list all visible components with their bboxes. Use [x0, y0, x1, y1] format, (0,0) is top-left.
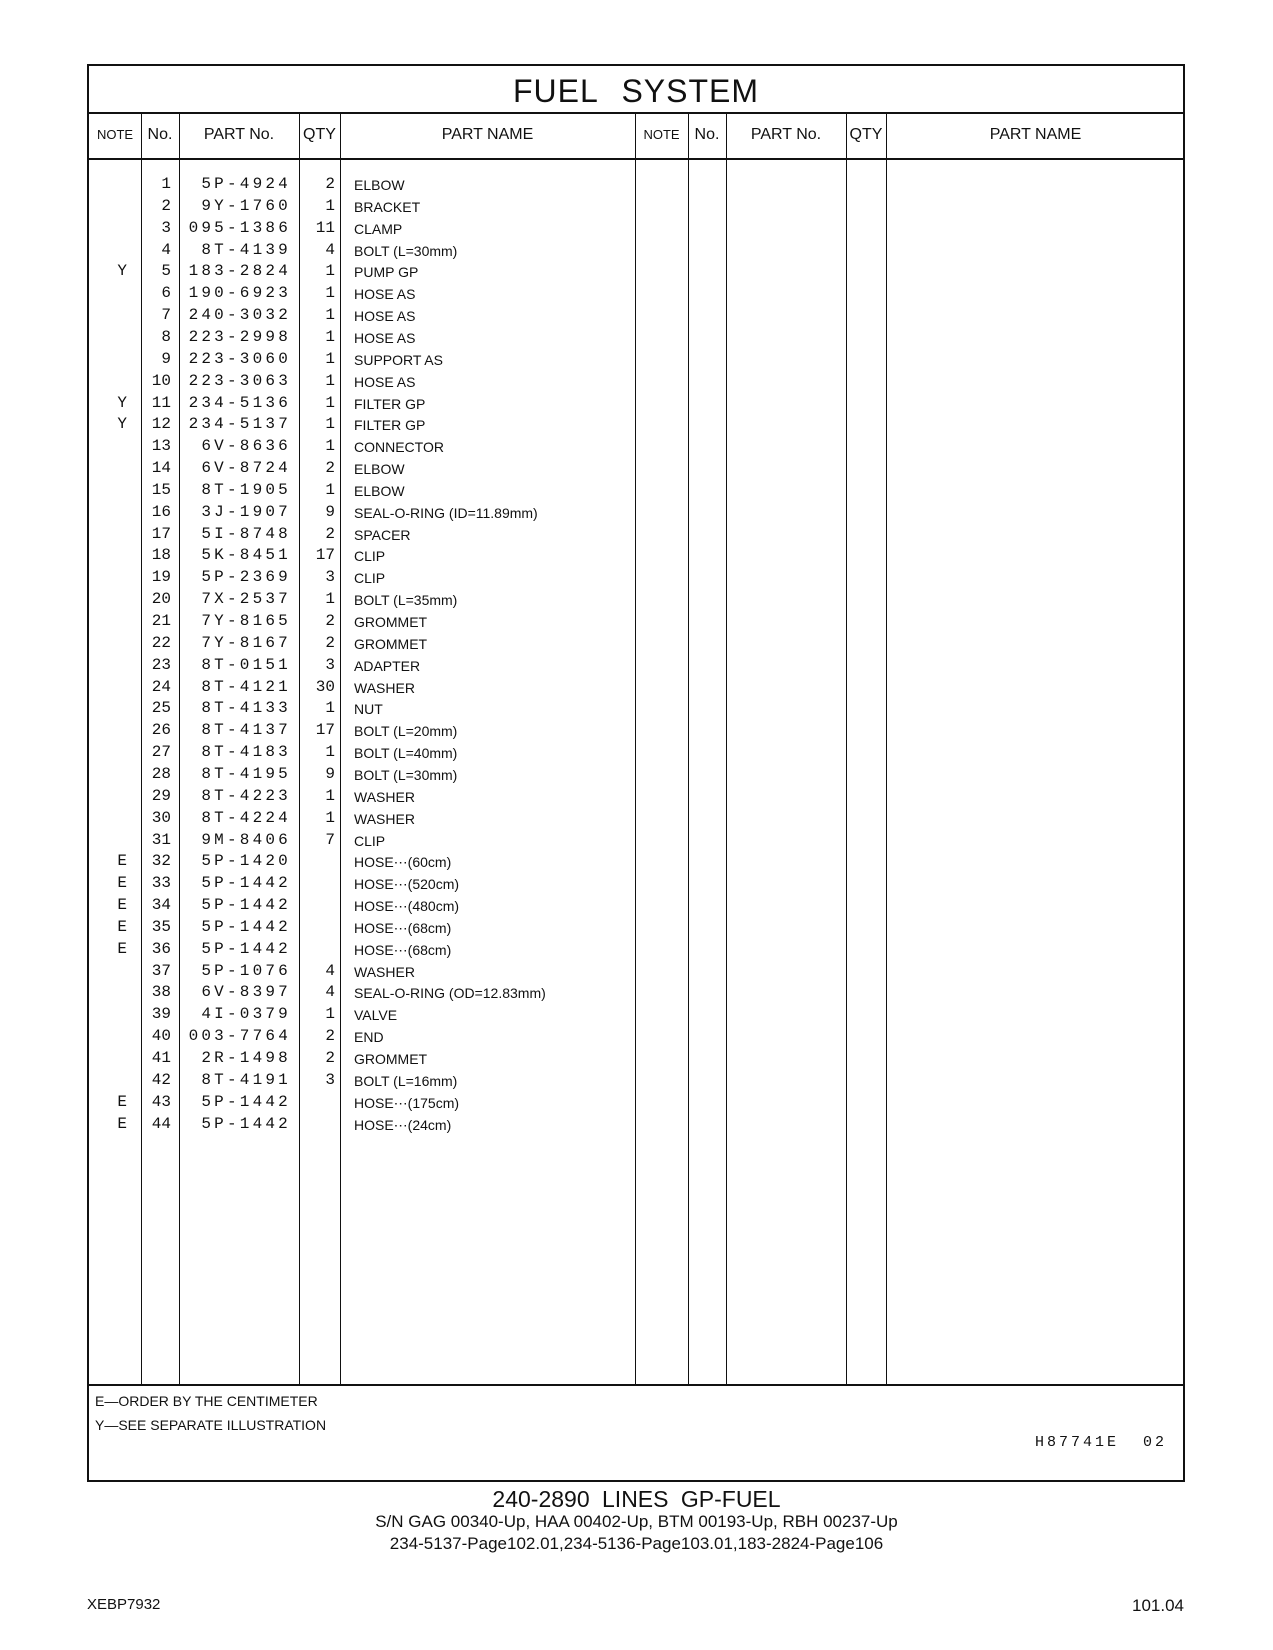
- row-number: 39: [151, 1005, 171, 1024]
- row-part-name: HOSE⋯(60cm): [354, 854, 452, 871]
- row-part-number: 6V-8636: [201, 437, 291, 456]
- row-quantity: 2: [325, 633, 335, 652]
- row-part-number: 5I-8748: [201, 524, 291, 543]
- table-row: [89, 437, 1187, 460]
- group-title: 240-2890 LINES GP-FUEL: [492, 1486, 781, 1512]
- row-part-name: NUT: [354, 701, 383, 718]
- row-part-name: BOLT (L=20mm): [354, 723, 458, 740]
- row-number: 30: [151, 808, 171, 827]
- row-quantity: 1: [325, 284, 335, 303]
- row-part-number: 5P-4924: [201, 175, 291, 193]
- row-quantity: 2: [325, 1049, 335, 1067]
- row-note: Y: [117, 262, 127, 281]
- row-part-number: 240-3032: [188, 306, 291, 325]
- table-row: [89, 1093, 1187, 1116]
- header-part-name: PART NAME: [441, 126, 534, 143]
- table-row: [89, 809, 1187, 832]
- row-note: E: [117, 917, 127, 936]
- row-part-name: VALVE: [354, 1007, 398, 1024]
- row-number: 2: [161, 196, 171, 215]
- row-quantity: 1: [325, 1005, 335, 1024]
- row-part-number: 095-1386: [188, 218, 291, 237]
- table-row: [89, 765, 1187, 788]
- row-part-name: CLIP: [354, 832, 386, 849]
- row-number: 23: [151, 655, 171, 674]
- table-row: [89, 590, 1187, 613]
- row-number: 26: [151, 721, 171, 740]
- row-part-number: 8T-4195: [201, 764, 291, 783]
- row-number: 10: [151, 371, 171, 390]
- row-part-name: HOSE⋯(68cm): [354, 941, 452, 958]
- row-part-name: SPACER: [354, 526, 411, 543]
- row-part-number: 4I-0379: [201, 1005, 291, 1024]
- row-part-number: 9M-8406: [201, 830, 291, 849]
- row-part-number: 234-5136: [188, 393, 291, 412]
- table-row: [89, 612, 1187, 635]
- row-quantity: 1: [325, 196, 335, 215]
- row-part-name: PUMP GP: [354, 264, 419, 281]
- table-row: [89, 328, 1187, 351]
- row-number: 22: [151, 633, 171, 652]
- row-part-name: WASHER: [354, 810, 415, 827]
- row-part-name: ELBOW: [354, 461, 405, 478]
- header-no-right: No.: [694, 126, 720, 143]
- row-number: 33: [151, 874, 171, 893]
- table-row: [89, 415, 1187, 438]
- row-quantity: 2: [325, 1027, 335, 1046]
- row-quantity: 17: [315, 546, 335, 565]
- row-quantity: 1: [325, 786, 335, 805]
- row-number: 25: [151, 699, 171, 718]
- row-quantity: 9: [325, 502, 335, 521]
- page-references: 234-5137-Page102.01,234-5136-Page103.01,183-2824-Page106: [389, 1534, 884, 1553]
- row-part-name: GROMMET: [354, 1051, 428, 1067]
- row-note: Y: [117, 415, 127, 434]
- row-number: 5: [161, 262, 171, 281]
- row-quantity: 1: [325, 415, 335, 434]
- table-row: [89, 874, 1187, 897]
- row-number: 9: [161, 349, 171, 368]
- table-row: [89, 1115, 1187, 1138]
- row-quantity: 2: [325, 175, 335, 193]
- table-row: [89, 1027, 1187, 1050]
- row-part-name: HOSE⋯(480cm): [354, 898, 460, 915]
- row-number: 8: [161, 327, 171, 346]
- row-part-name: HOSE AS: [354, 329, 416, 346]
- row-part-number: 2R-1498: [201, 1049, 291, 1067]
- table-row: [89, 699, 1187, 722]
- row-number: 15: [151, 480, 171, 499]
- row-part-number: 8T-4121: [201, 677, 291, 696]
- row-number: 16: [151, 502, 171, 521]
- table-row: [89, 1071, 1187, 1094]
- row-part-number: 8T-4137: [201, 721, 291, 740]
- row-quantity: 3: [325, 568, 335, 587]
- row-part-name: WASHER: [354, 788, 415, 805]
- row-quantity: 1: [325, 306, 335, 325]
- table-row: [89, 983, 1187, 1006]
- row-part-number: 6V-8724: [201, 459, 291, 478]
- table-row: [89, 503, 1187, 526]
- table-row: [89, 831, 1187, 854]
- row-quantity: 4: [325, 983, 335, 1002]
- header-note-right: NOTE: [643, 127, 680, 142]
- row-part-number: 5P-1420: [201, 852, 291, 871]
- header-part-no-right: PART No.: [750, 126, 822, 143]
- row-quantity: 1: [325, 437, 335, 456]
- row-part-number: 8T-4191: [201, 1070, 291, 1089]
- row-number: 38: [151, 983, 171, 1002]
- row-part-name: CLIP: [354, 548, 386, 565]
- row-part-number: 5P-1442: [201, 874, 291, 893]
- table-row: [89, 962, 1187, 985]
- row-note: E: [117, 852, 127, 871]
- row-quantity: 1: [325, 480, 335, 499]
- row-part-number: 5P-1076: [201, 961, 291, 980]
- table-row: [89, 568, 1187, 591]
- row-part-number: 9Y-1760: [201, 196, 291, 215]
- row-quantity: 1: [325, 327, 335, 346]
- table-row: [89, 372, 1187, 395]
- row-part-name: HOSE⋯(24cm): [354, 1116, 452, 1133]
- row-quantity: 1: [325, 699, 335, 718]
- row-quantity: 1: [325, 349, 335, 368]
- row-part-number: 3J-1907: [201, 502, 291, 521]
- row-part-number: 234-5137: [188, 415, 291, 434]
- row-quantity: 2: [325, 459, 335, 478]
- row-number: 14: [151, 459, 171, 478]
- row-number: 36: [151, 939, 171, 958]
- row-part-name: GROMMET: [354, 635, 428, 652]
- table-row: [89, 634, 1187, 657]
- row-part-name: END: [354, 1029, 384, 1046]
- row-part-number: 8T-1905: [201, 480, 291, 499]
- row-number: 13: [151, 437, 171, 456]
- table-row: [89, 546, 1187, 569]
- row-number: 41: [151, 1049, 171, 1067]
- drawing-number: H87741E: [1034, 1434, 1119, 1451]
- row-note: E: [117, 1114, 127, 1133]
- row-part-name: BOLT (L=40mm): [354, 745, 458, 762]
- row-number: 42: [151, 1070, 171, 1089]
- legend-y: Y—SEE SEPARATE ILLUSTRATION: [95, 1417, 327, 1433]
- row-number: 32: [151, 852, 171, 871]
- row-number: 17: [151, 524, 171, 543]
- row-number: 34: [151, 896, 171, 915]
- row-quantity: 4: [325, 240, 335, 259]
- header-note: NOTE: [96, 127, 134, 142]
- row-part-name: ELBOW: [354, 482, 405, 499]
- row-number: 24: [151, 677, 171, 696]
- row-number: 31: [151, 830, 171, 849]
- table-row: [89, 918, 1187, 941]
- row-number: 4: [161, 240, 171, 259]
- table-row: [89, 787, 1187, 810]
- row-number: 12: [151, 415, 171, 434]
- row-number: 44: [151, 1114, 171, 1133]
- row-number: 37: [151, 961, 171, 980]
- serial-numbers: S/N GAG 00340-Up, HAA 00402-Up, BTM 00193-Up, RBH 00237-Up: [375, 1512, 898, 1531]
- table-row: [89, 241, 1187, 264]
- row-note: E: [117, 1092, 127, 1111]
- table-row: [89, 678, 1187, 701]
- row-part-number: 5P-1442: [201, 896, 291, 915]
- row-quantity: 3: [325, 1070, 335, 1089]
- row-part-number: 8T-4183: [201, 743, 291, 762]
- row-part-name: SUPPORT AS: [354, 351, 443, 368]
- row-quantity: 1: [325, 590, 335, 609]
- row-part-name: CLIP: [354, 570, 386, 587]
- page-title: FUEL SYSTEM: [512, 73, 760, 109]
- table-row: [89, 284, 1187, 307]
- row-part-name: WASHER: [354, 963, 415, 980]
- parts-table-frame: [87, 64, 1185, 1482]
- row-number: 40: [151, 1027, 171, 1046]
- document-id: XEBP7932: [87, 1596, 161, 1613]
- row-quantity: 3: [325, 655, 335, 674]
- row-part-number: 8T-4133: [201, 699, 291, 718]
- row-part-name: CLAMP: [354, 220, 403, 237]
- table-row: [89, 1049, 1187, 1072]
- row-part-name: BRACKET: [354, 198, 421, 215]
- row-number: 7: [161, 306, 171, 325]
- row-part-number: 5P-1442: [201, 1092, 291, 1111]
- row-part-name: GROMMET: [354, 614, 428, 630]
- table-row: [89, 481, 1187, 504]
- row-part-name: SEAL-O-RING (ID=11.89mm): [354, 504, 538, 521]
- row-quantity: 9: [325, 764, 335, 783]
- table-row: [89, 459, 1187, 482]
- legend-e: E—ORDER BY THE CENTIMETER: [95, 1393, 318, 1409]
- row-part-name: BOLT (L=16mm): [354, 1072, 458, 1089]
- header-part-name-right: PART NAME: [989, 126, 1082, 143]
- table-row: [89, 350, 1187, 373]
- row-part-name: HOSE AS: [354, 373, 416, 390]
- row-part-number: 183-2824: [188, 262, 291, 281]
- row-number: 21: [151, 612, 171, 630]
- row-part-number: 8T-0151: [201, 655, 291, 674]
- table-row: [89, 525, 1187, 548]
- row-number: 28: [151, 764, 171, 783]
- row-part-name: FILTER GP: [354, 395, 426, 412]
- table-row: [89, 262, 1187, 285]
- table-row: [89, 197, 1187, 220]
- row-number: 43: [151, 1092, 171, 1111]
- header-qty-right: QTY: [849, 126, 883, 143]
- table-row: [89, 940, 1187, 963]
- row-part-name: HOSE⋯(520cm): [354, 876, 460, 893]
- row-part-number: 190-6923: [188, 284, 291, 303]
- row-quantity: 1: [325, 262, 335, 281]
- row-quantity: 17: [315, 721, 335, 740]
- row-quantity: 7: [325, 830, 335, 849]
- table-row: [89, 306, 1187, 329]
- table-row: [89, 721, 1187, 744]
- row-part-number: 5P-1442: [201, 1114, 291, 1133]
- header-no: No.: [147, 126, 173, 143]
- row-quantity: 1: [325, 371, 335, 390]
- row-number: 35: [151, 917, 171, 936]
- table-row: [89, 852, 1187, 875]
- row-quantity: 1: [325, 808, 335, 827]
- row-part-number: 5P-1442: [201, 939, 291, 958]
- row-part-name: ELBOW: [354, 177, 405, 193]
- row-part-name: FILTER GP: [354, 417, 426, 434]
- row-note: Y: [117, 393, 127, 412]
- row-note: E: [117, 939, 127, 958]
- row-part-number: 223-2998: [188, 327, 291, 346]
- row-part-number: 6V-8397: [201, 983, 291, 1002]
- row-part-number: 5P-1442: [201, 917, 291, 936]
- row-part-name: HOSE⋯(68cm): [354, 919, 452, 936]
- row-part-number: 223-3060: [188, 349, 291, 368]
- row-quantity: 4: [325, 961, 335, 980]
- row-quantity: 1: [325, 743, 335, 762]
- table-row: [89, 743, 1187, 766]
- row-part-name: BOLT (L=30mm): [354, 242, 458, 259]
- row-part-name: BOLT (L=30mm): [354, 766, 458, 783]
- table-row: [89, 896, 1187, 919]
- drawing-code: [1035, 1434, 1167, 1451]
- row-part-number: 8T-4139: [201, 240, 291, 259]
- row-number: 20: [151, 590, 171, 609]
- row-quantity: 2: [325, 524, 335, 543]
- row-part-name: WASHER: [354, 679, 415, 696]
- row-part-number: 223-3063: [188, 371, 291, 390]
- row-number: 18: [151, 546, 171, 565]
- header-part-no: PART No.: [203, 126, 275, 143]
- table-row: [89, 219, 1187, 242]
- row-part-name: SEAL-O-RING (OD=12.83mm): [354, 985, 546, 1002]
- table-row: [89, 394, 1187, 417]
- row-quantity: 1: [325, 393, 335, 412]
- row-part-number: 5P-2369: [201, 568, 291, 587]
- table-row: [89, 1005, 1187, 1028]
- row-part-number: 7Y-8165: [201, 612, 291, 630]
- row-number: 6: [161, 284, 171, 303]
- drawing-revision: 02: [1142, 1434, 1167, 1451]
- row-part-name: HOSE⋯(175cm): [354, 1094, 460, 1111]
- row-part-name: HOSE AS: [354, 286, 416, 303]
- row-number: 11: [151, 393, 171, 412]
- row-quantity: 11: [315, 218, 335, 237]
- row-part-number: 003-7764: [188, 1027, 291, 1046]
- row-part-name: BOLT (L=35mm): [354, 592, 458, 609]
- row-part-number: 7Y-8167: [201, 633, 291, 652]
- row-number: 1: [161, 175, 171, 193]
- table-row: [89, 656, 1187, 679]
- row-number: 19: [151, 568, 171, 587]
- row-quantity: 2: [325, 612, 335, 630]
- page-number: 101.04: [1132, 1596, 1184, 1615]
- header-divider: [89, 158, 1183, 160]
- row-part-number: 5K-8451: [201, 546, 291, 565]
- row-quantity: 30: [315, 677, 335, 696]
- row-part-number: 8T-4224: [201, 808, 291, 827]
- legend-divider: [89, 1384, 1183, 1386]
- row-part-number: 7X-2537: [201, 590, 291, 609]
- row-number: 3: [161, 218, 171, 237]
- row-number: 27: [151, 743, 171, 762]
- row-number: 29: [151, 786, 171, 805]
- row-note: E: [117, 896, 127, 915]
- row-part-name: CONNECTOR: [354, 439, 444, 456]
- table-row: [89, 175, 1187, 198]
- header-qty: QTY: [303, 126, 336, 143]
- row-part-number: 8T-4223: [201, 786, 291, 805]
- row-note: E: [117, 874, 127, 893]
- row-part-name: ADAPTER: [354, 657, 421, 674]
- row-part-name: HOSE AS: [354, 308, 416, 325]
